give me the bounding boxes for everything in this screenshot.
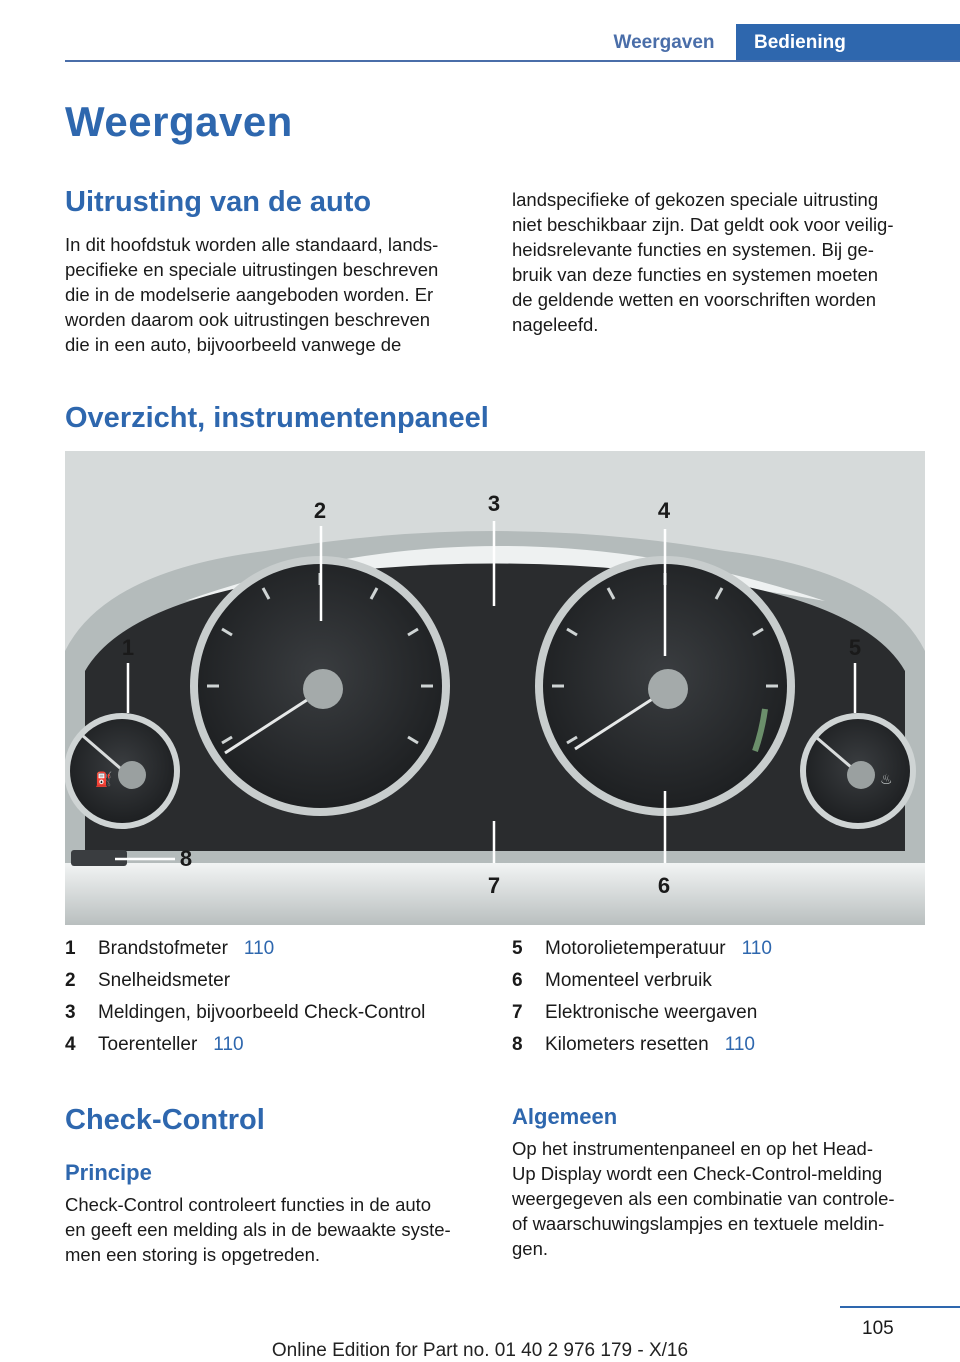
equipment-heading: Uitrusting van de auto (65, 186, 372, 218)
legend-number: 6 (512, 970, 523, 991)
page-reference-link[interactable]: 110 (724, 1034, 755, 1055)
text-line: die in een auto, bijvoorbeeld vanwege de (65, 334, 402, 355)
principle-heading: Principe (65, 1160, 152, 1185)
legend-label: Toerenteller (98, 1034, 198, 1055)
legend-number: 8 (512, 1034, 523, 1055)
oil-can-icon: ♨ (880, 771, 893, 787)
legend-label: Meldingen, bijvoorbeeld Check-Control (98, 1002, 426, 1023)
callout-1: 1 (121, 635, 135, 660)
legend-item (65, 1034, 485, 1066)
legend-item (65, 970, 485, 1002)
text-line: worden daarom ook uitrustingen beschreven (65, 309, 431, 330)
callout-2: 2 (313, 498, 327, 523)
legend-label: Snelheidsmeter (98, 970, 231, 991)
legend-label: Kilometers resetten (545, 1034, 709, 1055)
page-reference-link[interactable]: 110 (243, 938, 275, 959)
legend-right (512, 938, 932, 1066)
page-number: 105 (862, 1318, 894, 1339)
callout-8: 8 (179, 846, 193, 871)
instrument-panel-figure (65, 451, 925, 925)
legend-label: Elektronische weergaven (545, 1002, 758, 1023)
callout-3: 3 (487, 491, 501, 516)
general-paragraph (512, 1136, 952, 1261)
header-rule (65, 60, 960, 62)
text-line: niet beschikbaar zijn. Dat geldt ook voor veilig- (512, 214, 894, 235)
legend-item (65, 938, 485, 970)
text-line: de geldende wetten en voorschriften worden (512, 289, 877, 310)
callout-5: 5 (848, 635, 862, 660)
legend-number: 1 (65, 938, 76, 959)
instrument-panel-illustration (65, 451, 925, 925)
page-reference-link[interactable]: 110 (741, 938, 772, 959)
legend-label: Brandstofmeter (98, 938, 228, 959)
text-line: Check-Control controleert functies in de auto (65, 1194, 432, 1215)
check-control-heading: Check-Control (65, 1104, 265, 1136)
callout-4: 4 (657, 498, 671, 523)
text-line: weergegeven als een combinatie van controle- (512, 1188, 895, 1209)
legend-item (512, 938, 932, 970)
legend-left (65, 938, 485, 1066)
legend-item (65, 1002, 485, 1034)
fuel-pump-icon: ⛽ (95, 771, 113, 787)
legend-number: 2 (65, 970, 76, 991)
speedometer-hub (303, 669, 343, 709)
callout-6: 6 (657, 873, 671, 898)
text-line: In dit hoofdstuk worden alle standaard, lands- (65, 234, 439, 255)
oil-temp-gauge-hub (847, 761, 875, 789)
text-line: bruik van deze functies en systemen moeten (512, 264, 879, 285)
legend-item (512, 1002, 932, 1034)
callout-7: 7 (487, 873, 501, 898)
overview-heading: Overzicht, instrumentenpaneel (65, 402, 489, 434)
header-section-tab[interactable]: Weergaven (613, 32, 715, 53)
text-line: nageleefd. (512, 314, 599, 335)
legend-number: 5 (512, 938, 523, 959)
header-chapter-tab[interactable]: Bediening (736, 24, 960, 62)
general-heading: Algemeen (512, 1104, 618, 1129)
text-line: Op het instrumentenpaneel en op het Head- (512, 1138, 873, 1159)
legend-number: 4 (65, 1034, 76, 1055)
principle-paragraph (65, 1192, 495, 1267)
fuel-gauge-hub (118, 761, 146, 789)
text-line: heidsrelevante functies en systemen. Bij ge- (512, 239, 874, 260)
legend-label: Motorolietemperatuur (545, 938, 726, 959)
footer-rule (840, 1306, 960, 1308)
text-line: landspecifieke of gekozen speciale uitrusting (512, 189, 879, 210)
tachometer-hub (648, 669, 688, 709)
page-reference-link[interactable]: 110 (213, 1034, 244, 1055)
footer-edition: Online Edition for Part no. 01 40 2 976 179 - X/16 (271, 1340, 689, 1361)
text-line: die in de modelserie aangeboden worden. Er (65, 284, 434, 305)
text-line: Up Display wordt een Check-Control-melding (512, 1163, 883, 1184)
text-line: of waarschuwingslampjes en textuele meldin- (512, 1213, 885, 1234)
page-title: Weergaven (65, 98, 293, 145)
legend-number: 7 (512, 1002, 523, 1023)
text-line: men een storing is opgetreden. (65, 1244, 321, 1265)
text-line: gen. (512, 1238, 549, 1259)
text-line: en geeft een melding als in de bewaakte syste- (65, 1219, 451, 1240)
legend-item (512, 1034, 932, 1066)
legend-label: Momenteel verbruik (545, 970, 712, 991)
legend-item (512, 970, 932, 1002)
legend-number: 3 (65, 1002, 76, 1023)
text-line: pecifieke en speciale uitrustingen beschreven (65, 259, 439, 280)
equipment-paragraph-col2 (512, 187, 952, 337)
equipment-paragraph-col1 (65, 232, 485, 357)
